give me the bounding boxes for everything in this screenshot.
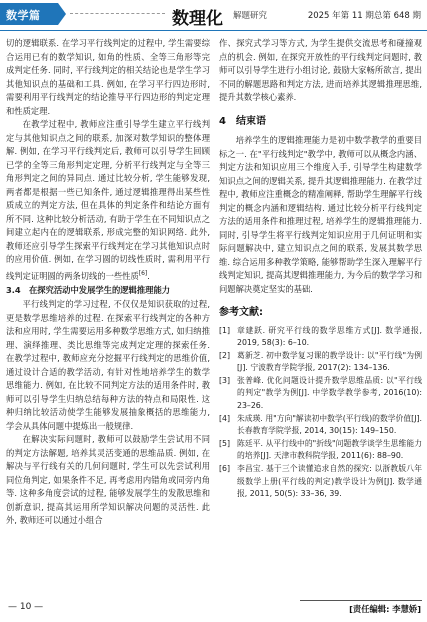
paragraph: 作、探究式学习等方式, 为学生提供交流思考和碰撞观点的机会. 例如, 在探究开放性的平行线判定问题时, 教师可以引导学生进行小组讨论, 鼓励大家畅所欲言, 提出不同的解题思路和判定方法, 进而培养其逻辑推理思维, 提升其数学核心素养. [219,38,422,102]
paragraph: 切的逻辑联系. 在学习平行线判定的过程中, 学生需要综合运用已有的数学知识, 如角的性质、全等三角形等完成判定任务. 同时, 平行线判定的相关结论也是学生学习其他知识点的基础和工具. 例如, 在学习平行四边形时, 需要利用平行线判定的结论推导平行四边形的判定定理和性质定理. [6,38,210,116]
reference-text: 陈廷平. 从平行线中的"折线"问题教学谈学生思维能力的培养[J]. 天津市教科院学报, 2011(6): 88–90. [237,438,422,461]
paragraph: 培养学生的逻辑推理能力是初中数学教学的重要目标之一. 在"平行线判定"教学中, 教师可以从概念内涵、判定方法和知识应用三个维度入手, 引导学生构建数学知识点之间的逻辑关系, 提升其逻辑推理能力. 在教学过程中, 教师应注重概念的精准阐释, 帮助学生理解平行线判定的概念内涵和逻辑结构. 通过比较分析平行线判定方法的适用条件和推理过程, 培养学生的逻辑推理能力. 同时, 引导学生将平行线判定知识应用于几何证明和实际问题解决中, 建立知识点之间的联系, 发展其数学思维. 综合运用多种教学策略, 能够帮助学生深入理解平行线判定知识, 提高其逻辑推理能力, 为今后的数学学习和问题解决奠定坚实的基础. [219,135,422,294]
reference-item [219,325,422,350]
column-tag-arrow [58,3,66,25]
reference-item [219,438,422,463]
header-rule [0,30,427,31]
journal-subtitle: 解题研究 [233,11,268,21]
reference-number: [1] [219,325,231,335]
page-number: — 10 — [8,602,44,612]
column-tag-label: 数学篇 [6,9,41,22]
journal-title: 数理化 [172,9,223,29]
reference-item [219,463,422,501]
reference-number: [2] [219,350,231,360]
section-heading: 3.4 在探究活动中发展学生的逻辑推理能力 [6,284,171,295]
reference-text: 章建跃. 研究平行线的数学思维方式[J]. 数学通报, 2019, 58(3): 6–10. [237,325,422,348]
column-tag [0,3,58,25]
editor-rule [300,600,422,601]
reference-text: 李昌宝. 基于三个读懂追求自然的探究: 以浙教版八年级数学上册(平行线的判定)教学设计为例[J]. 数学通报, 2011, 50(5): 33–36, 39. [237,464,422,499]
paragraph: 在解决实际问题时, 教师可以鼓励学生尝试用不同的判定方法解题, 培养其灵活变通的思维品质. 例如, 在解决与平行线有关的几何问题时, 学生可以先尝试利用同位角判定, 如果条件不足, 再考虑用内错角或同旁内角等. 这种多角度尝试的过程, 能够发展学生的发散思维和创新意识, 提高其运用所学知识解决问题的灵活性. 此外, 教师还可以通过小组合 [6,434,210,526]
reference-number: [3] [219,375,231,385]
issue-info: 2025 年第 11 期总第 648 期 [307,11,421,21]
reference-item [219,375,422,413]
reference-item [219,413,422,438]
left-column [6,37,210,528]
paragraph: 平行线判定的学习过程, 不仅仅是知识获取的过程, 更是数学思维培养的过程. 在探索平行线判定的各种方法和应用时, 学生需要运用多种数学思维方式, 如归纳推理、演绎推理、类比思维等完成判定定理的探索任务. 在教学过程中, 教师应充分挖掘平行线判定的思维价值, 通过设计合适的教学活动, 有针对性地培养学生的数学思维能力. 例如, 在比较不同判定方法的适用条件时, 教师可以引导学生归纳总结每种方法的特点和局限性. 这种归纳比较活动使学生能够发展抽象概括的思维能力, 学会从具体问题中提炼出一般规律. [6,299,210,431]
right-column [219,37,422,501]
reference-text: 朱成瑛. 用"方向"解读初中数学(平行线)的数学价值[J]. 长春教育学院学报, 2014, 30(15): 149–150. [237,413,423,436]
reference-text: 葛新芝. 初中数学复习课的教学设计: 以"平行线"为例[J]. 宁波教育学院学报, 2017(2): 134–136. [237,350,422,373]
reference-number: [6] [219,464,231,474]
reference-number: [4] [219,413,231,423]
section-heading: 4 结束语 [219,115,266,127]
citation-ref: [6] [138,269,148,277]
paragraph [6,118,210,283]
paragraph-end: . [147,270,150,281]
reference-number: [5] [219,438,231,448]
header-dashed-line [70,13,165,14]
paragraph-text: 在教学过程中, 教师应注重引导学生建立平行线判定与其他知识点之间的联系, 加深对数学知识的整体理解. 例如, 在学习平行线判定后, 教师可以引导学生回顾已学的全等三角形判定定理, 分析平行线判定与全等三角形判定之间的异同点. 通过比较分析, 学生能够发现, 两者都是根据一些已知条件, 通过逻辑推理得出某些性质成立的判定方法, 但在具体的判定条件和结论方面有所不同. 这种比较分析活动, 有助于学生在不同知识点之间建立起内在的逻辑联系, 形成完整的知识网络. 此外, 教师还应引导学生探索平行线判定在学习其他知识点时的应用价值. 例如, 在学习圆的切线性质时, 需利用平行线判定证明圆的两条切线的一些性质 [6,119,210,281]
responsible-editor: [责任编辑: 李慧娇] [349,604,421,614]
references-heading: 参考文献: [219,307,263,318]
reference-text: 张普峰. 优化问题设计提升数学思维品质: 以"平行线的判定"教学为例[J]. 中学数学教学参考, 2016(10): 23–26. [237,375,422,411]
reference-item [219,350,422,375]
